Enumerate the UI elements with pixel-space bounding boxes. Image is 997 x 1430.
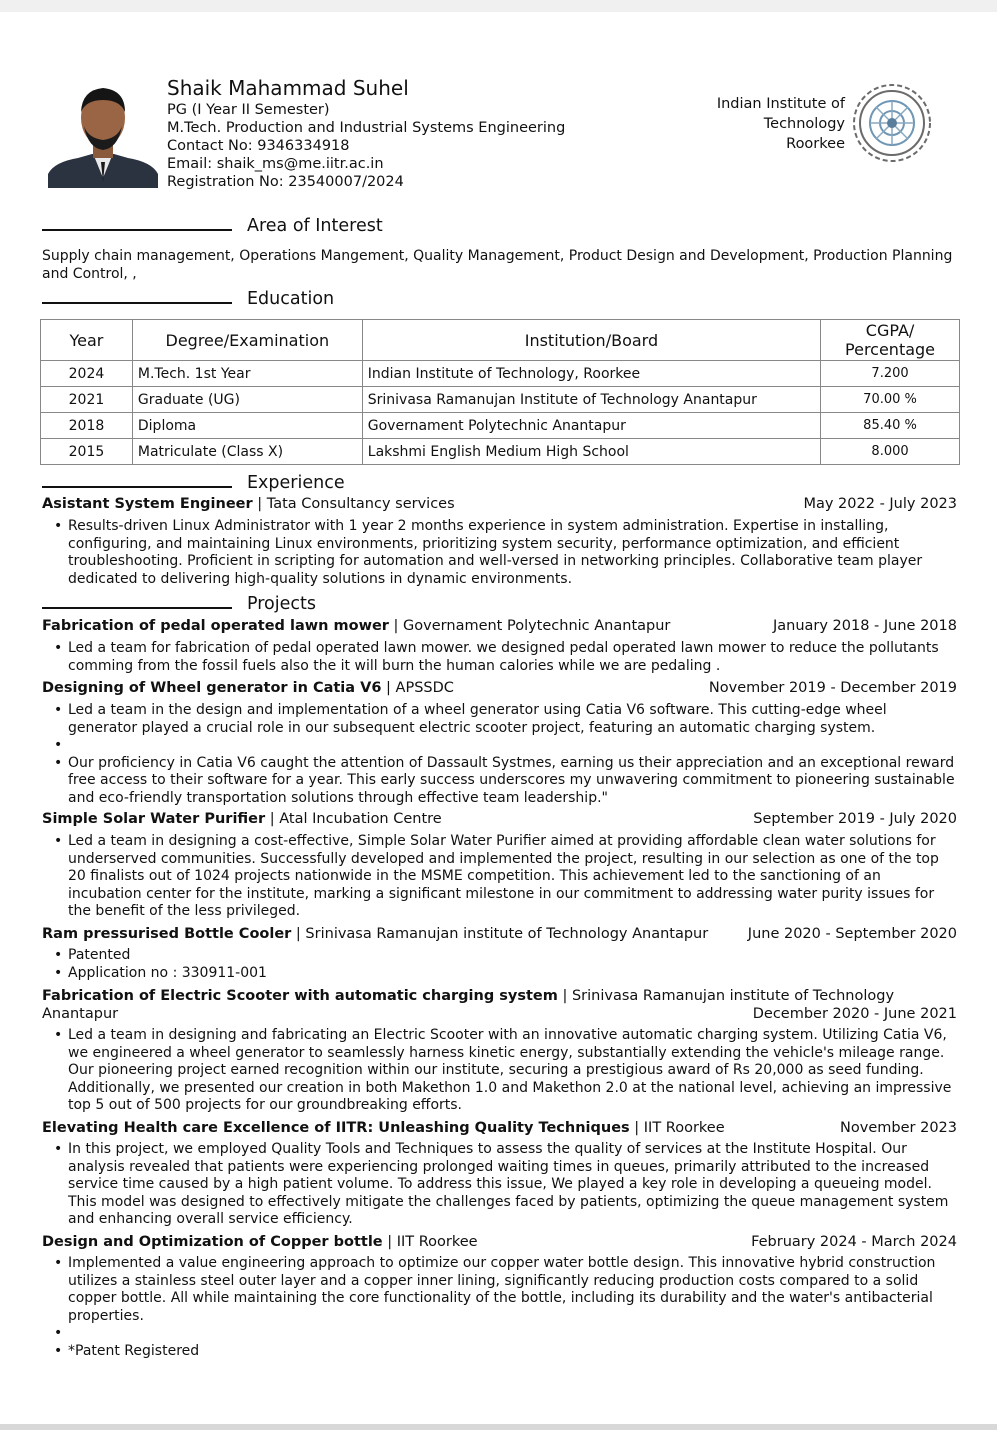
project-entry-heading: Design and Optimization of Copper bottle | IIT Roorkee February 2024 - March 2024 [42, 1234, 957, 1250]
list-item: • Implemented a value engineering approach to optimize our copper water bottle design. This innovative hybrid construction utilizes a stainless steel outer layer and a copper inner lining, significantly reducing production costs compared to a solid copper bottle. All while maintaining the core functionality of the bottle, including its durability and the water's antibacterial properties. [42, 1255, 957, 1325]
list-item [42, 737, 957, 755]
list-item: • *Patent Registered [42, 1343, 957, 1361]
section-title: Projects [247, 594, 316, 614]
project-bullets [42, 640, 957, 675]
cell-degree: Graduate (UG) [132, 387, 362, 413]
col-header-year: Year [41, 320, 133, 361]
cell-cgpa: 70.00 % [821, 387, 960, 413]
project-bullets [42, 1027, 957, 1115]
table-row [41, 387, 960, 413]
entry-date: January 2018 - June 2018 [772, 618, 957, 634]
project-entry-heading: Elevating Health care Excellence of IITR: Unleashing Quality Techniques | IIT Roorkee November 2023 [42, 1120, 957, 1136]
section-title: Experience [247, 473, 345, 493]
cell-year: 2018 [41, 413, 133, 439]
list-item: • Led a team in designing a cost-effective, Simple Solar Water Purifier aimed at providing affordable clean water solutions for underserved communities. Successfully developed and implemented the project, resulting in our selection as one of the top 20 finalists out of 1024 projects nationwide in the MSME competition. This achievement led to the sanctioning of an incubation center for the institute, marking a significant milestone in our commitment to addressing water purity issues for the benefit of the less privileged. [42, 833, 957, 921]
cell-cgpa: 85.40 % [821, 413, 960, 439]
project-entry-heading: Designing of Wheel generator in Catia V6 | APSSDC November 2019 - December 2019 [42, 680, 957, 696]
project-entry-heading: Ram pressurised Bottle Cooler | Srinivasa Ramanujan institute of Technology Anantapur June 2020 - September 2020 [42, 926, 957, 942]
list-item: • Led a team for fabrication of pedal operated lawn mower. we designed pedal operated lawn mower to reduce the pollutants comming from the fossil fuels also the it will burn the human calories while we are pedaling . [42, 640, 957, 675]
section-title: Area of Interest [247, 216, 383, 236]
entry-date: February 2024 - March 2024 [751, 1234, 957, 1250]
project-bullets [42, 947, 957, 982]
entry-date: December 2020 - June 2021 [752, 1006, 957, 1022]
section-rule [42, 486, 232, 488]
page-bottom-edge [0, 1424, 997, 1430]
project-entry-heading: Fabrication of Electric Scooter with automatic charging system | Srinivasa Ramanujan institute of Technology Anantapur December 2020 - June 2021 [42, 988, 957, 1022]
list-item: • In this project, we employed Quality Tools and Techniques to assess the quality of services at the Institute Hospital. Our analysis revealed that patients were experiencing prolonged waiting times in queues, primarily attributed to the increased service time caused by a high patient volume. To address this issue, We played a key role in developing a queueing model. This model was designed to effectively mitigate the challenges faced by patients, optimizing the queue management system and enhancing overall service efficiency. [42, 1141, 957, 1229]
email-line: Email: shaik_ms@me.iitr.ac.in [167, 156, 384, 172]
cell-institution: Srinivasa Ramanujan Institute of Technology Anantapur [362, 387, 820, 413]
cell-institution: Governament Polytechnic Anantapur [362, 413, 820, 439]
project-bullets [42, 833, 957, 921]
cell-degree: Matriculate (Class X) [132, 439, 362, 465]
table-row [41, 439, 960, 465]
cell-year: 2021 [41, 387, 133, 413]
contact-line: Contact No: 9346334918 [167, 138, 350, 154]
list-item [42, 1325, 957, 1343]
profile-photo [48, 78, 158, 188]
cell-cgpa: 8.000 [821, 439, 960, 465]
list-item: • Led a team in the design and implementation of a wheel generator using Catia V6 software. This cutting-edge wheel generator played a crucial role in our subsequent electric scooter project, featuring an automatic charging system. [42, 702, 957, 737]
table-row [41, 413, 960, 439]
table-row [41, 361, 960, 387]
cell-degree: M.Tech. 1st Year [132, 361, 362, 387]
entry-date: November 2023 [840, 1120, 957, 1136]
cell-year: 2015 [41, 439, 133, 465]
project-bullets [42, 702, 957, 807]
list-item: • Patented [42, 947, 957, 965]
entry-date: June 2020 - September 2020 [747, 926, 957, 942]
entry-date: November 2019 - December 2019 [708, 680, 957, 696]
candidate-name: Shaik Mahammad Suhel [167, 76, 409, 100]
experience-bullets [42, 518, 957, 588]
education-table [40, 319, 960, 465]
institute-logo-icon [848, 78, 936, 168]
cell-institution: Indian Institute of Technology, Roorkee [362, 361, 820, 387]
registration-line: Registration No: 23540007/2024 [167, 174, 404, 190]
list-item: • Application no : 330911-001 [42, 965, 957, 983]
project-entry-heading: Simple Solar Water Purifier | Atal Incubation Centre September 2019 - July 2020 [42, 811, 957, 827]
cell-year: 2024 [41, 361, 133, 387]
section-rule [42, 302, 232, 304]
cell-institution: Lakshmi English Medium High School [362, 439, 820, 465]
list-item: • Our proficiency in Catia V6 caught the attention of Dassault Systmes, earning us their appreciation and an exceptional reward free access to their software for a year. This early success underscores my unwavering commitment to pioneering sustainable and eco-friendly transportation solutions through effective team leadership." [42, 755, 957, 808]
experience-entry-heading: Asistant System Engineer | Tata Consultancy services May 2022 - July 2023 [42, 496, 957, 512]
cell-cgpa: 7.200 [821, 361, 960, 387]
institute-name: Indian Institute of Technology Roorkee [716, 96, 845, 152]
program-line: PG (I Year II Semester) [167, 102, 330, 118]
table-header-row [41, 320, 960, 361]
project-entry-heading: Fabrication of pedal operated lawn mower | Governament Polytechnic Anantapur January 2018 - June 2018 [42, 618, 957, 634]
degree-line: M.Tech. Production and Industrial Systems Engineering [167, 120, 566, 136]
entry-date: May 2022 - July 2023 [803, 496, 957, 512]
entry-date: September 2019 - July 2020 [753, 811, 957, 827]
cell-degree: Diploma [132, 413, 362, 439]
interest-text: Supply chain management, Operations Mangement, Quality Management, Product Design and Development, Production Planning and Control, , [42, 248, 953, 282]
list-item: • Led a team in designing and fabricating an Electric Scooter with an innovative automatic charging system. Utilizing Catia V6, we engineered a wheel generator to seamlessly harness kinetic energy, substantially extending the vehicle's mileage range. Our pioneering project earned recognition within our institute, securing a prestigious award of Rs 20,000 as seed funding. Additionally, we presented our creation in both Makethon 1.0 and Makethon 2.0 at the national level, achieving an impressive top 5 out of 500 projects for our groundbreaking efforts. [42, 1027, 957, 1115]
section-rule [42, 607, 232, 609]
project-bullets [42, 1141, 957, 1229]
project-bullets [42, 1255, 957, 1360]
col-header-degree: Degree/Examination [132, 320, 362, 361]
list-item: • Results-driven Linux Administrator with 1 year 2 months experience in system administration. Expertise in installing, configuring, and maintaining Linux environments, prioritizing system security, performance optimization, and efficient troubleshooting. Proficient in scripting for automation and well-versed in networking principles. Collaborative team player dedicated to delivering high-quality solutions in dynamic environments. [42, 518, 957, 588]
section-title: Education [247, 289, 335, 309]
col-header-cgpa: CGPA/ Percentage [821, 320, 960, 361]
col-header-institution: Institution/Board [362, 320, 820, 361]
section-rule [42, 229, 232, 231]
